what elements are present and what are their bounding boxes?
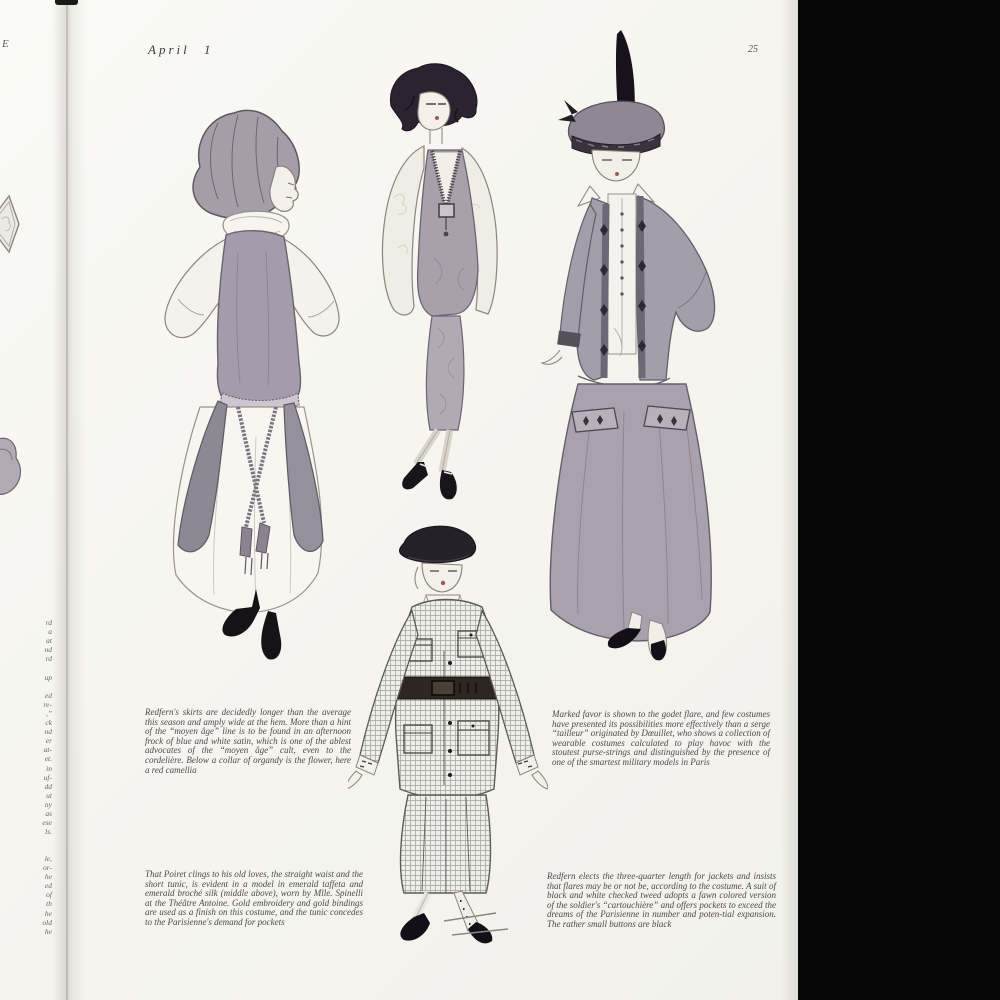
text-fragment: ck: [45, 718, 52, 728]
text-fragment: at: [46, 636, 52, 646]
text-fragment: rd: [45, 654, 52, 664]
text-fragment: in: [46, 763, 52, 773]
margin-hat-illustration: [0, 432, 24, 502]
text-fragment: nd: [44, 727, 52, 737]
text-fragment: er: [45, 736, 52, 746]
text-fragment: ls.: [45, 827, 52, 837]
text-fragment: rd: [45, 618, 52, 627]
page-right-edge-shadow: [780, 0, 798, 1000]
fashion-illustration-right: [520, 28, 740, 668]
text-fragment: [18, 682, 52, 691]
facing-page-text-fragments-upper: [18, 618, 52, 836]
text-fragment: dd: [44, 781, 52, 791]
facing-page-text-fragments-lower: [18, 854, 52, 936]
text-fragment: of: [46, 890, 52, 900]
issue-date: April 1: [148, 42, 214, 57]
text-fragment: he: [44, 908, 52, 918]
text-fragment: et.: [44, 754, 52, 764]
text-fragment: ese: [42, 818, 52, 828]
scan-black-margin: [798, 0, 1000, 1000]
text-fragment: ed: [44, 881, 52, 891]
text-fragment: [18, 663, 52, 672]
text-fragment: up: [44, 672, 52, 682]
text-fragment: ny: [44, 799, 52, 809]
text-fragment: uf-: [43, 772, 52, 782]
text-fragment: nd: [44, 645, 52, 655]
caption-poiret-tunic: That Poiret clings to his old loves, the straight waist and the short tunic, is evident in a model in emerald taffeta and emerald broché silk (middle above), worn by Mlle. Spinelli at the Théâtre Antoine. Gold embroidery and gold bindings are used as a finish on this costume, and the tunic concedes to the Parisienne's demand for pockets: [145, 869, 363, 927]
caption-marked-favor: Marked favor is shown to the godet flare, and few costumes have presented its possibilities more effectively than a serge “tailleur” originated by Dœuillet, who shows a collection of wearable costumes calculated to play havoc with the stoutest purse-strings and distinguished by the presence of one of the smartest military models in Paris: [552, 709, 770, 767]
margin-diamond-illustration: [0, 193, 22, 255]
text-fragment: ut: [46, 790, 52, 800]
margin-letter: E: [2, 38, 9, 50]
caption-redfern-jackets: Redfern elects the three-quarter length for jackets and insists that flares may be or not be, according to the costume. A suit of black and white checked tweed adopts a fawn colored version of the soldier's “cartouchière” and offers pockets to exceed the dreams of the Parisienne in number and poten-tial expansion. The rather small buttons are black: [547, 871, 776, 929]
text-fragment: or-: [42, 863, 52, 873]
text-fragment: le,: [44, 854, 52, 863]
text-fragment: he: [44, 872, 52, 882]
text-fragment: he: [44, 926, 52, 936]
text-fragment: re-: [43, 699, 52, 709]
text-fragment: at-: [43, 745, 52, 755]
page-fold-shadow: [52, 0, 86, 1000]
page-fold-line: [66, 0, 68, 1000]
fashion-illustration-left: [138, 103, 348, 663]
text-fragment: old: [42, 917, 52, 927]
fashion-illustration-middle: [358, 58, 518, 508]
text-fragment: th: [46, 899, 52, 909]
text-fragment: a: [48, 627, 52, 637]
page-number: 25: [748, 44, 758, 55]
caption-redfern-skirts: Redfern's skirts are decidedly longer than the average this season and amply wide at the hem. More than a hint of the “moyen âge” line is to be found in an afternoon frock of blue and white satin, which is one of the ablest advocates of the “moyen âge” cult, even to the cordelière. Below a collar of organdy is the flower, here a red camellia: [145, 707, 351, 775]
spine-top-mark: [55, 0, 78, 5]
text-fragment: as: [45, 808, 52, 818]
text-fragment: ,”: [45, 708, 52, 718]
text-fragment: ed: [44, 690, 52, 700]
fashion-illustration-bottom: [348, 523, 548, 953]
